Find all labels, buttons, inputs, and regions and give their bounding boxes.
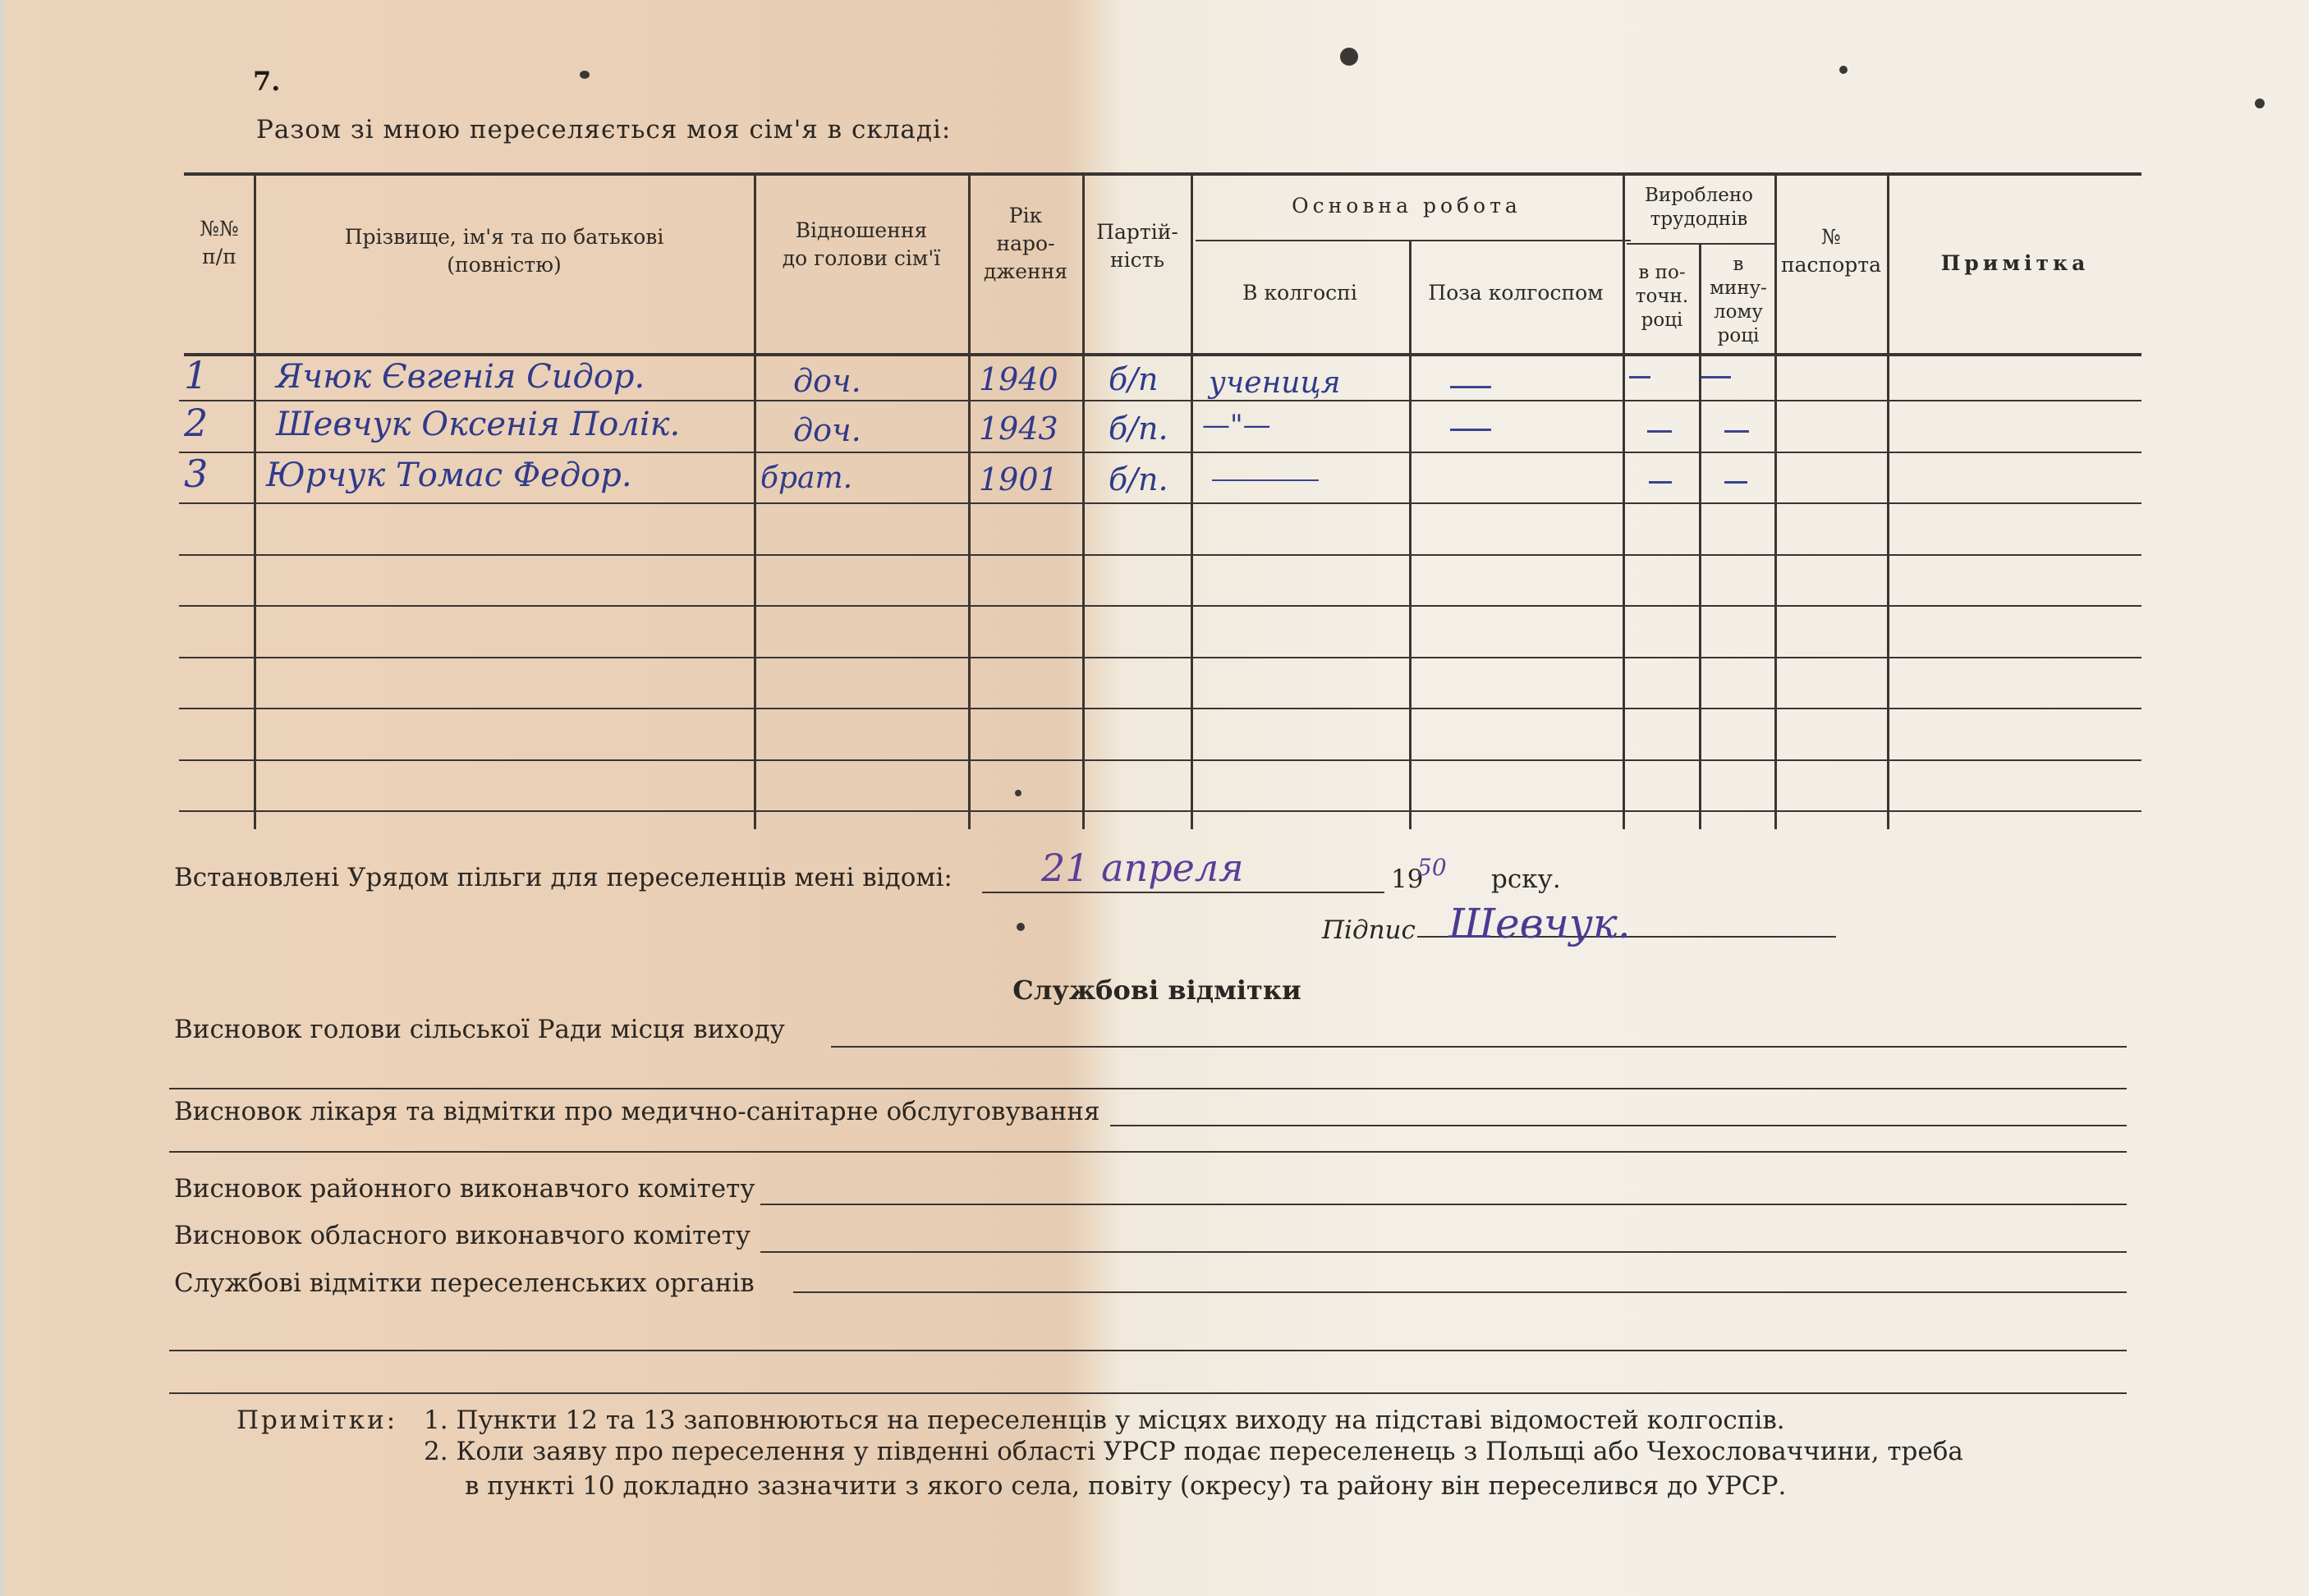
row-1-dash <box>1629 376 1650 378</box>
service-line-resettlement-organs: Службові відмітки переселенських органів <box>174 1268 755 1298</box>
row-line <box>179 657 2141 658</box>
paper-mark <box>1839 66 1848 74</box>
notes-label: Примітки: <box>236 1406 398 1435</box>
benefits-statement: Встановлені Урядом пільги для переселенців мені відомі: <box>174 863 953 892</box>
fill-line <box>169 1392 2127 1394</box>
row-2-dash <box>1450 429 1491 431</box>
row-1-dash <box>1450 386 1491 388</box>
page-number: 7. <box>253 66 281 97</box>
row-3-dash <box>1724 481 1747 484</box>
fill-line <box>760 1251 2127 1253</box>
row-line <box>179 502 2141 504</box>
header-workdays-last: в мину- лому році <box>1710 254 1767 346</box>
note-2-continued: в пункті 10 докладно зазначити з якого села, повіту (окресу) та району він переселився до УРСР. <box>465 1471 1787 1501</box>
service-line-village-council: Висновок голови сільської Ради місця виходу <box>174 1015 785 1044</box>
main-work-divider <box>1196 240 1631 241</box>
signature-label: Підпис <box>1322 915 1416 945</box>
header-passport: № паспорта <box>1780 225 1882 277</box>
row-1-dash <box>1701 376 1731 378</box>
row-2-dash <box>1724 430 1749 433</box>
row-2-relation: доч. <box>793 412 861 448</box>
fill-line <box>760 1204 2127 1205</box>
row-line <box>179 554 2141 556</box>
year-prefix: 19 <box>1391 864 1424 894</box>
paper-mark <box>2255 99 2265 108</box>
note-2: 2. Коли заяву про переселення у південні області УРСР подає переселенець з Польщі або Чехословаччини, треба <box>424 1437 1963 1466</box>
row-line <box>179 452 2141 453</box>
signature-value: Шевчук. <box>1448 900 1631 947</box>
fill-line <box>1110 1125 2127 1126</box>
row-1-relation: доч. <box>793 363 861 399</box>
row-line <box>179 810 2141 812</box>
row-2-number: 2 <box>184 401 209 445</box>
date-day-month: 21 апреля <box>1041 846 1244 890</box>
row-1-name: Ячюк Євгенія Сидор. <box>276 358 645 396</box>
row-2-name: Шевчук Оксенія Полік. <box>276 406 681 443</box>
row-3-dash <box>1212 479 1319 481</box>
fill-line <box>169 1350 2127 1351</box>
year-suffix: 50 <box>1417 854 1447 881</box>
row-2-kolkhoz: —"— <box>1202 409 1271 442</box>
row-3-number: 3 <box>184 452 209 496</box>
row-2-party: б/п. <box>1109 410 1168 447</box>
fill-line <box>831 1046 2127 1048</box>
row-3-relation: брат. <box>760 461 853 495</box>
column-divider <box>1409 240 1412 829</box>
header-in-kolkhoz: В колгоспі <box>1242 281 1357 305</box>
header-name: Прізвище, ім'я та по батькові (повністю) <box>344 225 664 277</box>
row-2-dash <box>1647 430 1672 433</box>
document-page <box>5 0 2309 1596</box>
header-birth-year: Рік наро- дження <box>983 204 1068 283</box>
fill-line <box>169 1151 2127 1153</box>
fill-line <box>169 1088 2127 1089</box>
service-line-regional-committee: Висновок обласного виконавчого комітету <box>174 1221 751 1250</box>
fill-line <box>793 1291 2127 1293</box>
row-1-kolkhoz: учениця <box>1209 366 1341 400</box>
row-3-year: 1901 <box>979 461 1058 498</box>
header-note: Примітка <box>1940 251 2090 275</box>
row-1-party: б/п <box>1109 361 1159 397</box>
column-divider <box>1191 172 1193 829</box>
row-1-year: 1940 <box>979 361 1058 397</box>
header-main-work: Основна робота <box>1292 194 1522 218</box>
header-outside-kolkhoz: Поза колгоспом <box>1428 281 1604 305</box>
row-3-name: Юрчук Томас Федор. <box>266 456 632 494</box>
header-relation: Відношення до голови сім'ї <box>782 218 941 270</box>
row-3-dash <box>1649 481 1672 484</box>
date-underline <box>982 892 1384 893</box>
table-top-border <box>184 172 2141 176</box>
header-workdays-current: в по- точн. році <box>1635 262 1689 331</box>
service-marks-title: Службові відмітки <box>1012 975 1301 1006</box>
paper-mark <box>1015 790 1021 796</box>
service-line-district-committee: Висновок районного виконавчого комітету <box>174 1174 755 1204</box>
header-number: №№ п/п <box>200 217 239 268</box>
row-line <box>179 400 2141 401</box>
row-1-number: 1 <box>184 353 209 397</box>
row-line <box>179 605 2141 607</box>
header-workdays: Вироблено трудоднів <box>1644 185 1754 230</box>
row-3-party: б/п. <box>1109 461 1168 498</box>
family-heading: Разом зі мною переселяється моя сім'я в складі: <box>256 115 952 144</box>
punch-hole-mark <box>1340 48 1358 66</box>
paper-mark <box>580 71 590 79</box>
paper-mark <box>1017 923 1025 931</box>
row-2-year: 1943 <box>979 410 1058 447</box>
row-line <box>179 708 2141 709</box>
row-line <box>179 759 2141 761</box>
service-line-doctor: Висновок лікаря та відмітки про медично-санітарне обслуговування <box>174 1097 1100 1126</box>
header-party: Партій- ність <box>1096 220 1178 272</box>
year-word: рску. <box>1491 864 1561 894</box>
table-header-border <box>184 353 2141 356</box>
note-1: 1. Пункти 12 та 13 заповнюються на переселенців у місцях виходу на підставі відомостей колгоспів. <box>424 1406 1785 1435</box>
